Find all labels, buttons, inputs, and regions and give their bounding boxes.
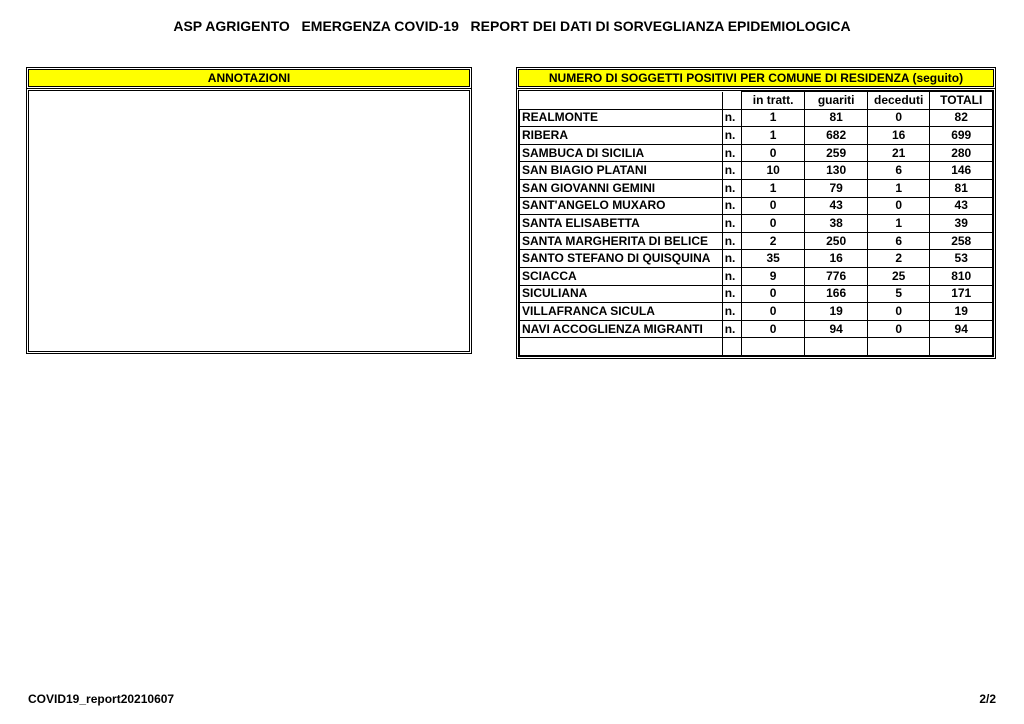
table-row bbox=[520, 109, 993, 127]
in-tratt-cell: 1 bbox=[741, 179, 805, 197]
guariti-cell: 19 bbox=[805, 303, 868, 321]
guariti-cell: 682 bbox=[805, 127, 868, 145]
guariti-cell: 250 bbox=[805, 232, 868, 250]
guariti-cell: 94 bbox=[805, 320, 868, 338]
table-row bbox=[520, 162, 993, 180]
totali-cell: 82 bbox=[930, 109, 993, 127]
empty-cell bbox=[741, 338, 805, 356]
in-tratt-cell: 9 bbox=[741, 267, 805, 285]
town-cell: SANTA ELISABETTA bbox=[520, 215, 723, 233]
notes-panel bbox=[28, 69, 470, 352]
in-tratt-cell: 2 bbox=[741, 232, 805, 250]
totali-cell: 19 bbox=[930, 303, 993, 321]
deceduti-cell: 1 bbox=[867, 179, 930, 197]
header-blank-unit bbox=[722, 92, 741, 110]
header-in-tratt: in tratt. bbox=[741, 92, 805, 110]
guariti-cell: 79 bbox=[805, 179, 868, 197]
table-title: NUMERO DI SOGGETTI POSITIVI PER COMUNE DI RESIDENZA (seguito) bbox=[518, 69, 994, 87]
unit-cell: n. bbox=[722, 232, 741, 250]
footer-page-number: 2/2 bbox=[979, 692, 996, 706]
town-cell: SAN GIOVANNI GEMINI bbox=[520, 179, 723, 197]
table-box bbox=[518, 90, 994, 357]
totali-cell: 81 bbox=[930, 179, 993, 197]
guariti-cell: 259 bbox=[805, 144, 868, 162]
table-header-row bbox=[520, 92, 993, 110]
deceduti-cell: 2 bbox=[867, 250, 930, 268]
table-row bbox=[520, 250, 993, 268]
guariti-cell: 81 bbox=[805, 109, 868, 127]
unit-cell: n. bbox=[722, 127, 741, 145]
footer-filename: COVID19_report20210607 bbox=[28, 692, 175, 706]
empty-cell bbox=[867, 338, 930, 356]
header-totali: TOTALI bbox=[930, 92, 993, 110]
table-row bbox=[520, 197, 993, 215]
guariti-cell: 43 bbox=[805, 197, 868, 215]
deceduti-cell: 5 bbox=[867, 285, 930, 303]
deceduti-cell: 0 bbox=[867, 320, 930, 338]
town-cell: SANTO STEFANO DI QUISQUINA bbox=[520, 250, 723, 268]
town-cell: VILLAFRANCA SICULA bbox=[520, 303, 723, 321]
town-cell: SANT'ANGELO MUXARO bbox=[520, 197, 723, 215]
totali-cell: 39 bbox=[930, 215, 993, 233]
positives-table bbox=[519, 91, 993, 356]
unit-cell: n. bbox=[722, 285, 741, 303]
guariti-cell: 130 bbox=[805, 162, 868, 180]
table-row bbox=[520, 303, 993, 321]
town-cell: REALMONTE bbox=[520, 109, 723, 127]
table-row bbox=[520, 144, 993, 162]
unit-cell: n. bbox=[722, 215, 741, 233]
table-row bbox=[520, 285, 993, 303]
deceduti-cell: 6 bbox=[867, 232, 930, 250]
guariti-cell: 16 bbox=[805, 250, 868, 268]
positives-table-panel bbox=[518, 69, 994, 357]
empty-cell bbox=[722, 338, 741, 356]
deceduti-cell: 0 bbox=[867, 109, 930, 127]
deceduti-cell: 25 bbox=[867, 267, 930, 285]
empty-cell bbox=[930, 338, 993, 356]
totali-cell: 94 bbox=[930, 320, 993, 338]
notes-title: ANNOTAZIONI bbox=[28, 69, 470, 87]
notes-body bbox=[28, 90, 470, 352]
table-row bbox=[520, 127, 993, 145]
totali-cell: 146 bbox=[930, 162, 993, 180]
deceduti-cell: 0 bbox=[867, 197, 930, 215]
unit-cell: n. bbox=[722, 320, 741, 338]
totali-cell: 53 bbox=[930, 250, 993, 268]
totali-cell: 280 bbox=[930, 144, 993, 162]
in-tratt-cell: 0 bbox=[741, 320, 805, 338]
unit-cell: n. bbox=[722, 144, 741, 162]
unit-cell: n. bbox=[722, 109, 741, 127]
deceduti-cell: 0 bbox=[867, 303, 930, 321]
unit-cell: n. bbox=[722, 303, 741, 321]
town-cell: RIBERA bbox=[520, 127, 723, 145]
table-row bbox=[520, 232, 993, 250]
header-deceduti: deceduti bbox=[867, 92, 930, 110]
town-cell: SICULIANA bbox=[520, 285, 723, 303]
town-cell: SANTA MARGHERITA DI BELICE bbox=[520, 232, 723, 250]
deceduti-cell: 16 bbox=[867, 127, 930, 145]
page-title: ASP AGRIGENTO EMERGENZA COVID-19 REPORT DEI DATI DI SORVEGLIANZA EPIDEMIOLOGICA bbox=[173, 18, 851, 34]
totali-cell: 699 bbox=[930, 127, 993, 145]
guariti-cell: 38 bbox=[805, 215, 868, 233]
header-guariti: guariti bbox=[805, 92, 868, 110]
unit-cell: n. bbox=[722, 267, 741, 285]
in-tratt-cell: 0 bbox=[741, 144, 805, 162]
table-row bbox=[520, 267, 993, 285]
empty-cell bbox=[805, 338, 868, 356]
totali-cell: 171 bbox=[930, 285, 993, 303]
in-tratt-cell: 35 bbox=[741, 250, 805, 268]
totali-cell: 43 bbox=[930, 197, 993, 215]
header-blank bbox=[520, 92, 723, 110]
empty-cell bbox=[520, 338, 723, 356]
table-row bbox=[520, 179, 993, 197]
deceduti-cell: 1 bbox=[867, 215, 930, 233]
in-tratt-cell: 0 bbox=[741, 285, 805, 303]
town-cell: SAMBUCA DI SICILIA bbox=[520, 144, 723, 162]
town-cell: NAVI ACCOGLIENZA MIGRANTI bbox=[520, 320, 723, 338]
unit-cell: n. bbox=[722, 250, 741, 268]
guariti-cell: 776 bbox=[805, 267, 868, 285]
in-tratt-cell: 0 bbox=[741, 197, 805, 215]
table-row bbox=[520, 215, 993, 233]
guariti-cell: 166 bbox=[805, 285, 868, 303]
town-cell: SAN BIAGIO PLATANI bbox=[520, 162, 723, 180]
totali-cell: 810 bbox=[930, 267, 993, 285]
in-tratt-cell: 0 bbox=[741, 303, 805, 321]
deceduti-cell: 6 bbox=[867, 162, 930, 180]
town-cell: SCIACCA bbox=[520, 267, 723, 285]
deceduti-cell: 21 bbox=[867, 144, 930, 162]
empty-row bbox=[520, 338, 993, 356]
table-row bbox=[520, 320, 993, 338]
unit-cell: n. bbox=[722, 162, 741, 180]
in-tratt-cell: 1 bbox=[741, 109, 805, 127]
unit-cell: n. bbox=[722, 179, 741, 197]
totali-cell: 258 bbox=[930, 232, 993, 250]
in-tratt-cell: 10 bbox=[741, 162, 805, 180]
unit-cell: n. bbox=[722, 197, 741, 215]
in-tratt-cell: 1 bbox=[741, 127, 805, 145]
in-tratt-cell: 0 bbox=[741, 215, 805, 233]
